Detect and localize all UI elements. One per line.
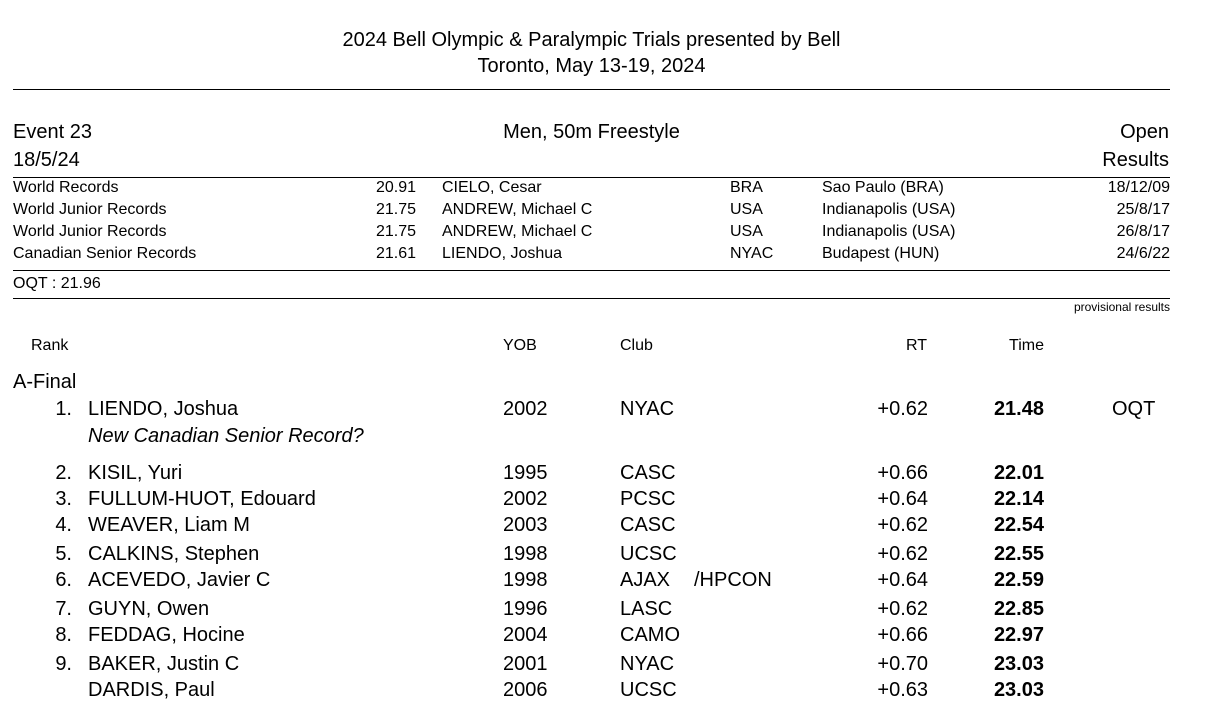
final-label: A-Final: [13, 371, 77, 393]
result-reaction-time: +0.62: [877, 598, 928, 620]
result-rank: 2.: [55, 462, 72, 484]
result-rank: 4.: [55, 514, 72, 536]
record-place: Budapest (HUN): [822, 245, 940, 262]
records-top-divider: [13, 177, 1170, 178]
result-name: GUYN, Owen: [88, 598, 210, 620]
result-time: 22.85: [993, 598, 1044, 620]
result-qualification: OQT: [1112, 398, 1156, 420]
record-nation: NYAC: [730, 245, 774, 262]
record-time: 21.75: [375, 223, 416, 240]
result-row: [0, 488, 1213, 512]
result-yob: 1995: [503, 462, 548, 484]
event-date: 18/5/24: [13, 149, 80, 171]
oqt-divider: [13, 298, 1170, 299]
result-row: [0, 569, 1213, 593]
result-time: 23.03: [993, 679, 1044, 701]
result-club: CAMO: [620, 624, 680, 646]
result-row: [0, 514, 1213, 538]
result-time: 22.01: [993, 462, 1044, 484]
result-reaction-time: +0.62: [877, 514, 928, 536]
column-rt: RT: [905, 337, 927, 354]
record-holder: CIELO, Cesar: [442, 179, 542, 196]
event-category: Open: [1120, 121, 1169, 143]
record-nation: USA: [730, 201, 763, 218]
record-type: Canadian Senior Records: [13, 245, 197, 262]
result-reaction-time: +0.62: [877, 543, 928, 565]
result-name: DARDIS, Paul: [88, 679, 215, 701]
result-club: CASC: [620, 462, 676, 484]
record-place: Indianapolis (USA): [822, 223, 956, 240]
record-holder: LIENDO, Joshua: [442, 245, 563, 262]
record-holder: ANDREW, Michael C: [442, 201, 593, 218]
result-time: 22.55: [993, 543, 1044, 565]
result-time: 22.59: [993, 569, 1044, 591]
result-club: CASC: [620, 514, 676, 536]
header-divider: [13, 89, 1170, 90]
result-club: PCSC: [620, 488, 676, 510]
record-row: [0, 179, 1213, 203]
result-name: CALKINS, Stephen: [88, 543, 260, 565]
record-type: World Records: [13, 179, 119, 196]
records-bottom-divider: [13, 270, 1170, 271]
result-rank: 1.: [55, 398, 72, 420]
record-place: Sao Paulo (BRA): [822, 179, 944, 196]
meet-title: 2024 Bell Olympic & Paralympic Trials presented by Bell: [342, 29, 841, 51]
result-row: [0, 624, 1213, 648]
result-yob: 2002: [503, 488, 548, 510]
result-club: NYAC: [620, 398, 675, 420]
result-reaction-time: +0.63: [877, 679, 928, 701]
result-rank: 9.: [55, 653, 72, 675]
result-club: AJAX: [620, 569, 671, 591]
result-yob: 2006: [503, 679, 548, 701]
result-row: [0, 653, 1213, 677]
record-holder: ANDREW, Michael C: [442, 223, 593, 240]
record-date: 25/8/17: [1116, 201, 1170, 218]
record-nation: USA: [730, 223, 763, 240]
result-rank: 6.: [55, 569, 72, 591]
result-rank: 3.: [55, 488, 72, 510]
result-name: LIENDO, Joshua: [88, 398, 239, 420]
result-yob: 2002: [503, 398, 548, 420]
result-name: ACEVEDO, Javier C: [88, 569, 271, 591]
column-club: Club: [620, 337, 653, 354]
record-type: World Junior Records: [13, 201, 167, 218]
result-reaction-time: +0.64: [877, 569, 928, 591]
record-place: Indianapolis (USA): [822, 201, 956, 218]
result-reaction-time: +0.62: [877, 398, 928, 420]
result-time: 21.48: [993, 398, 1044, 420]
result-reaction-time: +0.70: [877, 653, 928, 675]
record-time: 21.75: [375, 201, 416, 218]
record-date: 24/6/22: [1116, 245, 1170, 262]
column-rank: Rank: [31, 337, 69, 354]
column-yob: YOB: [503, 337, 537, 354]
result-row: [0, 679, 1213, 703]
result-row: [0, 462, 1213, 486]
provisional-label: provisional results: [1073, 300, 1170, 314]
record-time: 20.91: [375, 179, 416, 196]
result-name: WEAVER, Liam M: [88, 514, 250, 536]
result-yob: 1996: [503, 598, 548, 620]
oqt-standard: OQT : 21.96: [13, 275, 101, 292]
event-number: Event 23: [13, 121, 92, 143]
event-name: Men, 50m Freestyle: [503, 121, 680, 143]
result-yob: 2003: [503, 514, 548, 536]
record-row: [0, 201, 1213, 225]
record-type: World Junior Records: [13, 223, 167, 240]
result-row: [0, 598, 1213, 622]
result-yob: 2001: [503, 653, 548, 675]
result-time: 22.14: [993, 488, 1044, 510]
record-row: [0, 223, 1213, 247]
result-row: [0, 543, 1213, 567]
result-reaction-time: +0.64: [877, 488, 928, 510]
column-time: Time: [1009, 337, 1044, 354]
result-club-secondary: /HPCON: [694, 569, 772, 591]
result-reaction-time: +0.66: [877, 462, 928, 484]
result-yob: 1998: [503, 569, 548, 591]
result-row: [0, 398, 1213, 422]
result-rank: 7.: [55, 598, 72, 620]
event-status: Results: [1102, 149, 1169, 171]
record-nation: BRA: [730, 179, 763, 196]
result-club: UCSC: [620, 679, 677, 701]
result-name: KISIL, Yuri: [88, 462, 183, 484]
result-time: 22.54: [993, 514, 1044, 536]
result-rank: 5.: [55, 543, 72, 565]
result-name: FEDDAG, Hocine: [88, 624, 245, 646]
result-name: BAKER, Justin C: [88, 653, 240, 675]
result-club: UCSC: [620, 543, 677, 565]
meet-location-dates: Toronto, May 13-19, 2024: [477, 55, 706, 77]
record-note: New Canadian Senior Record?: [88, 425, 364, 447]
record-date: 18/12/09: [1107, 179, 1170, 196]
result-time: 22.97: [993, 624, 1044, 646]
record-date: 26/8/17: [1116, 223, 1170, 240]
record-row: [0, 245, 1213, 269]
result-yob: 2004: [503, 624, 548, 646]
result-rank: 8.: [55, 624, 72, 646]
result-yob: 1998: [503, 543, 548, 565]
record-time: 21.61: [375, 245, 416, 262]
result-reaction-time: +0.66: [877, 624, 928, 646]
result-club: LASC: [620, 598, 673, 620]
result-name: FULLUM-HUOT, Edouard: [88, 488, 316, 510]
result-time: 23.03: [993, 653, 1044, 675]
result-club: NYAC: [620, 653, 675, 675]
